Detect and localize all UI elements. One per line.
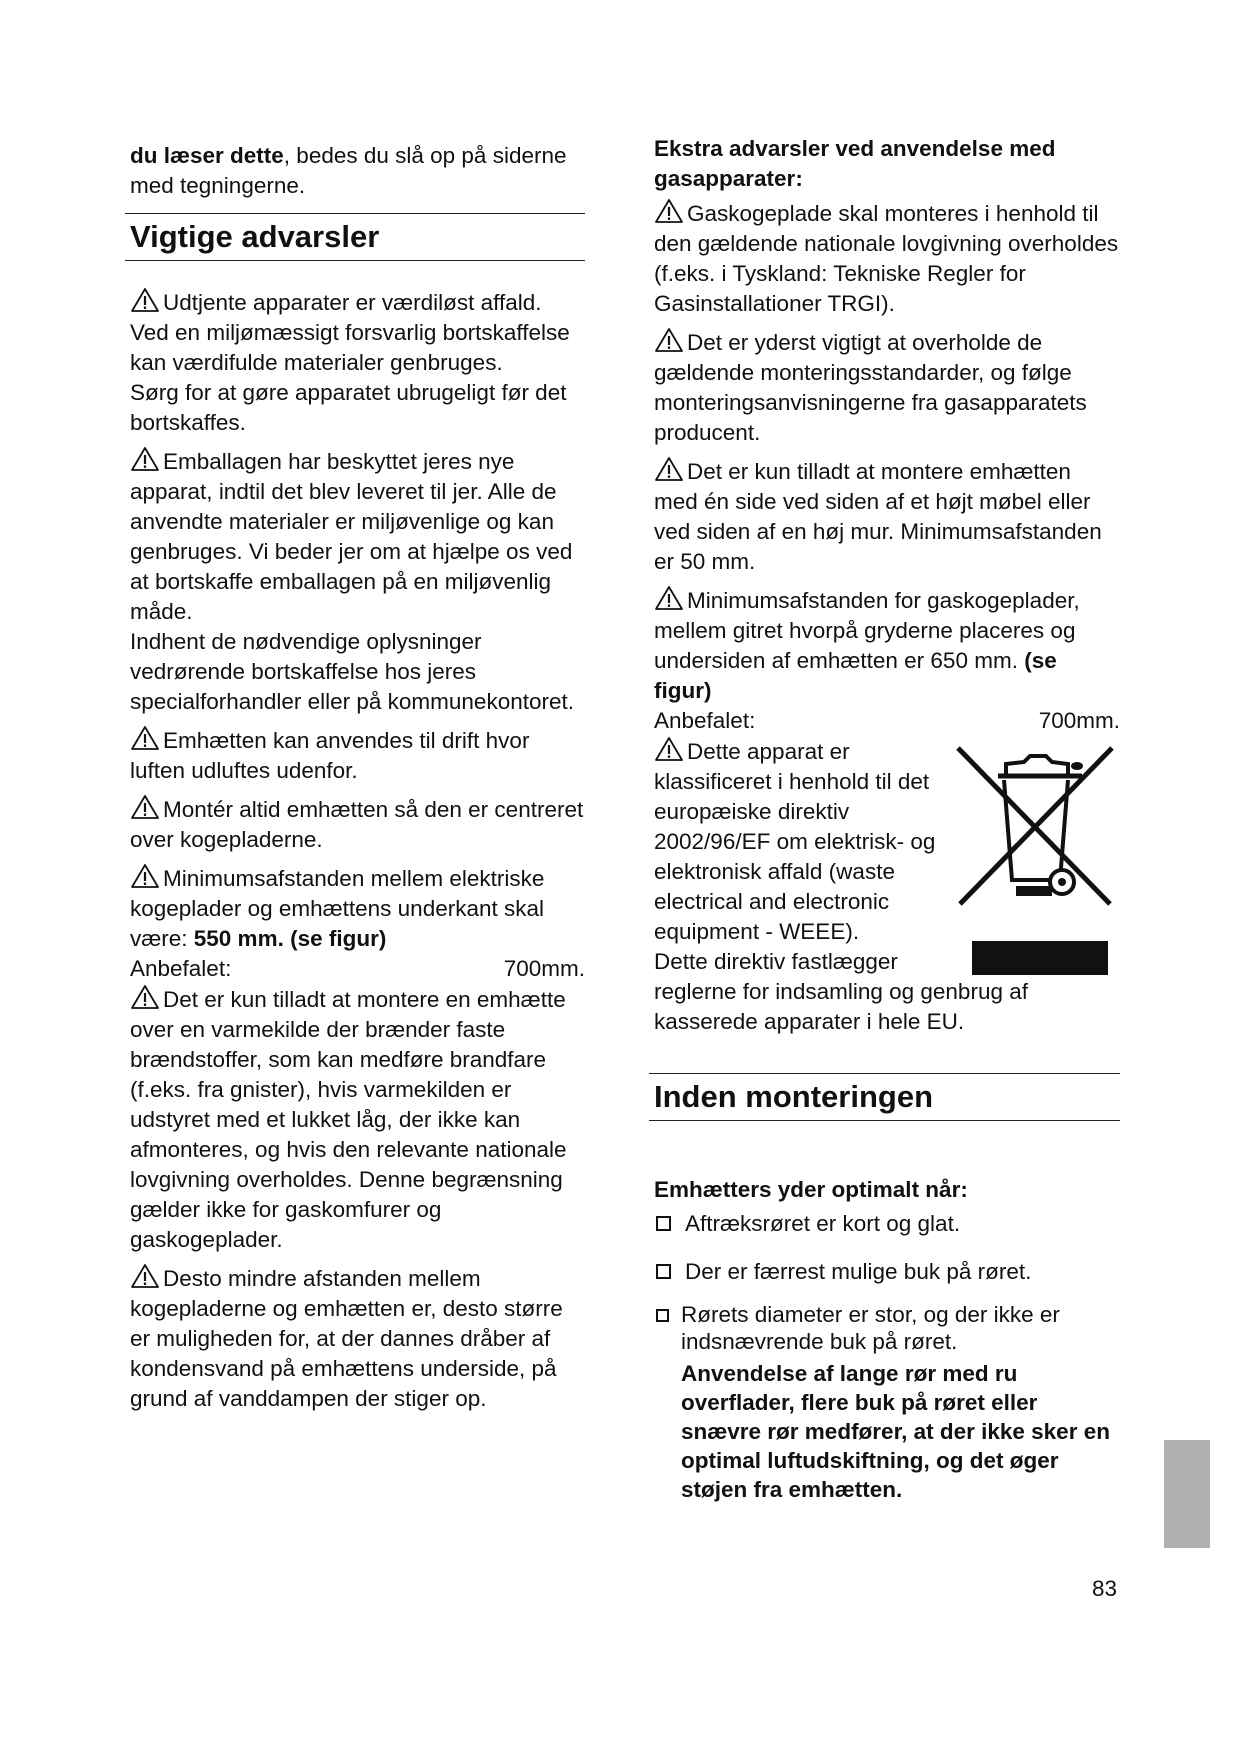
heading-inden-monteringen: Inden monteringen xyxy=(654,1079,933,1114)
warning-min-distance-bold: 550 mm. (se figur) xyxy=(193,926,387,951)
recommended-row xyxy=(130,954,585,984)
crossed-out-bin-icon xyxy=(950,736,1120,911)
gas-warning-min-distance-text: Minimumsafstanden for gaskogeplader, mellem gitret hvorpå gryderne placeres og undersiden af emhætten er 650 mm. xyxy=(654,588,1080,673)
warning-packaging-text-2: Indhent de nødvendige oplysninger vedrørende bortskaffelse hos jeres specialforhandler eller på kommunekontoret. xyxy=(130,629,574,714)
gas-warning-side-mounting-text: Det er kun tilladt at montere emhætten med én side ved siden af et højt møbel eller ved siden af en høj mur. Minimumsafstanden er 50 mm. xyxy=(654,459,1102,574)
list-item xyxy=(654,1257,1120,1287)
warning-triangle-icon xyxy=(130,725,160,751)
gas-warning-side-mounting xyxy=(654,456,1120,577)
warning-disposal-text: Udtjente apparater er værdiløst affald. Ved en miljømæssigt forsvarlig bortskaffelse kan værdifulde materialer genbruges. xyxy=(130,290,570,375)
gas-recommended-value: 700mm. xyxy=(1038,708,1120,733)
warning-packaging-text: Emballagen har beskyttet jeres nye apparat, indtil det blev leveret til jer. Alle de anvendte materialer er miljøvenlige og kan genbruges. Vi beder jer om at hjælpe os ved at bortskaffe emballagen på en miljøvenlig måde. xyxy=(130,449,573,624)
gas-recommended-label: Anbefalet: xyxy=(654,708,756,733)
gas-warnings-heading: Ekstra advarsler ved anvendelse med gasapparater: xyxy=(654,136,1056,191)
heading-vigtige-advarsler: Vigtige advarsler xyxy=(130,219,380,254)
gas-warning-standards-text: Det er yderst vigtigt at overholde de gældende monteringsstandarder, og følge monteringsanvisningerne fra gasapparatets producent. xyxy=(654,330,1087,445)
list-item-note: Anvendelse af lange rør med ru overflader, flere buk på røret eller snævre rør medfører, at der ikke sker en optimal luftudskiftning, og det øger støjen fra emhætten. xyxy=(681,1361,1110,1502)
warning-solid-fuel-text: Det er kun tilladt at montere en emhætte over en varmekilde der brænder faste brændstoffer, som kan medføre brandfare (f.eks. fra gnister), hvis varmekilden er udstyret med et lukket låg, der ikke kan afmonteres, og hvis den relevante nationale lovgivning overholdes. Denne begrænsning gælder ikke for gaskomfurer og gaskogeplader. xyxy=(130,987,567,1252)
gas-warning-regulations xyxy=(654,198,1120,319)
weee-text: Dette apparat er klassificeret i henhold til det europæiske direktiv 2002/96/EF om elektrisk- og elektronisk affald (waste electrical and electronic equipment - WEEE). xyxy=(654,739,936,944)
warning-disposal-text-2: Sørg for at gøre apparatet ubrugeligt før det bortskaffes. xyxy=(130,380,567,435)
warning-triangle-icon xyxy=(130,984,160,1010)
intro-rest: , bedes du slå op på siderne med tegningerne. xyxy=(130,143,567,198)
optimal-conditions-heading: Emhætters yder optimalt når: xyxy=(654,1177,968,1202)
warning-solid-fuel xyxy=(130,984,585,1255)
warning-triangle-icon xyxy=(654,198,684,224)
warning-triangle-icon xyxy=(654,585,684,611)
warning-centering-text: Montér altid emhætten så den er centreret over kogepladerne. xyxy=(130,797,584,852)
intro-text xyxy=(130,141,585,201)
gas-recommended-row xyxy=(654,706,1120,736)
warning-triangle-icon xyxy=(130,794,160,820)
gas-warning-min-distance xyxy=(654,585,1120,736)
warning-triangle-icon xyxy=(130,863,160,889)
warning-exhaust-text: Emhætten kan anvendes til drift hvor luften udluftes udenfor. xyxy=(130,728,530,783)
page-number: 83 xyxy=(1092,1576,1118,1601)
warning-exhaust xyxy=(130,725,585,786)
warning-centering xyxy=(130,794,585,855)
warning-triangle-icon xyxy=(130,287,160,313)
optimal-conditions-list xyxy=(654,1209,1120,1504)
intro-bold: du læser dette xyxy=(130,143,284,168)
checkbox-icon xyxy=(656,1309,669,1322)
list-item-text: Aftræksrøret er kort og glat. xyxy=(685,1211,961,1236)
checkbox-icon xyxy=(656,1216,671,1231)
warning-packaging xyxy=(130,446,585,717)
warning-triangle-icon xyxy=(654,456,684,482)
warning-triangle-icon xyxy=(130,1263,160,1289)
weee-directive-line1: Dette direktiv fastlægger xyxy=(654,949,898,974)
gas-warning-standards xyxy=(654,327,1120,448)
weee-section xyxy=(654,736,1120,1037)
warning-min-distance-electric xyxy=(130,863,585,984)
recommended-value: 700mm. xyxy=(503,956,585,981)
warning-disposal xyxy=(130,287,585,438)
gas-warning-regulations-text: Gaskogeplade skal monteres i henhold til den gældende nationale lovgivning overholdes (f.eks. i Tyskland: Tekniske Regler for Gasinstallationer TRGI). xyxy=(654,201,1119,316)
section-heading-warnings xyxy=(125,213,585,261)
warning-triangle-icon xyxy=(654,327,684,353)
left-column xyxy=(130,141,585,1414)
list-item xyxy=(654,1301,1120,1504)
right-column xyxy=(654,134,1120,1504)
warnings-list xyxy=(130,287,585,1414)
section-heading-installation xyxy=(649,1073,1120,1121)
gas-warning-min-distance-bold: (se figur) xyxy=(654,648,1057,703)
recommended-label: Anbefalet: xyxy=(130,956,232,981)
warning-condensation-text: Desto mindre afstanden mellem kogepladerne og emhætten er, desto større er muligheden for, at der dannes dråber af kondensvand på emhættens underside, på grund af vanddampen der stiger op. xyxy=(130,1266,563,1411)
weee-directive-rest: reglerne for indsamling og genbrug af kasserede apparater i hele EU. xyxy=(654,979,1028,1034)
weee-black-bar xyxy=(972,941,1108,975)
list-item xyxy=(654,1209,1120,1239)
warning-min-distance-text: Minimumsafstanden mellem elektriske kogeplader og emhættens underkant skal være: xyxy=(130,866,545,951)
list-item-text: Der er færrest mulige buk på røret. xyxy=(685,1259,1032,1284)
warning-triangle-icon xyxy=(654,736,684,762)
language-tab-marker xyxy=(1164,1440,1210,1548)
warning-condensation xyxy=(130,1263,585,1414)
checkbox-icon xyxy=(656,1264,671,1279)
warning-triangle-icon xyxy=(130,446,160,472)
list-item-text: Rørets diameter er stor, og der ikke er indsnævrende buk på røret. xyxy=(681,1302,1060,1354)
